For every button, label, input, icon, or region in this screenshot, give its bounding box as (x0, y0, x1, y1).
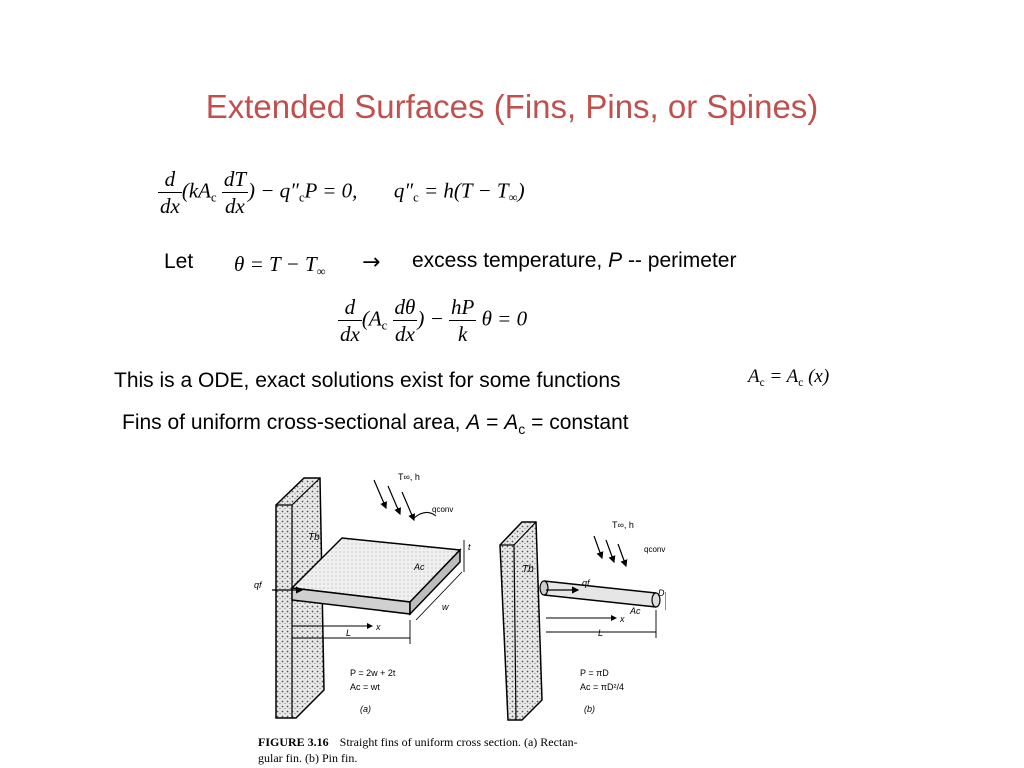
frac-den: dx (160, 194, 180, 218)
frac-den: k (458, 322, 468, 346)
desc-text: -- perimeter (622, 249, 737, 272)
subscript: c (381, 318, 388, 333)
ode-text: This is a ODE, exact solutions exist for some functions (114, 369, 621, 392)
eq-term: A (748, 366, 760, 387)
page-title: Extended Surfaces (Fins, Pins, or Spines) (205, 88, 819, 125)
fig-label: x (376, 622, 381, 632)
uniform-area-text (122, 411, 629, 437)
eq-term: θ = T − T (234, 252, 317, 276)
arrow-icon: → (362, 250, 381, 275)
fig-label: T∞, h (398, 472, 420, 482)
subscript: ∞ (508, 190, 518, 205)
excess-temperature-text (412, 249, 736, 273)
fig-label: T∞, h (612, 520, 634, 530)
theta-equation (338, 294, 527, 347)
desc-text: = constant (525, 411, 629, 434)
fig-label: Ac (630, 606, 641, 616)
frac-num: dT (223, 167, 247, 191)
fig-label: Tb (308, 532, 320, 543)
eq-term: (x) (803, 366, 830, 387)
subscript: c (518, 421, 526, 438)
fig-label: L (346, 628, 352, 638)
fig-label: Ac (414, 562, 425, 572)
caption-text-line2: gular fin. (b) Pin fin. (258, 751, 358, 765)
frac-num: d (338, 294, 362, 321)
rectangular-fin-diagram (254, 472, 471, 718)
frac-num: dθ (394, 295, 416, 319)
fig-label: L (598, 628, 604, 638)
figure-caption (258, 735, 578, 749)
desc-text: excess temperature, (412, 249, 609, 272)
fig-label: qf (582, 578, 590, 588)
eq-term: ) − (417, 306, 444, 331)
frac-den: dx (225, 194, 245, 218)
frac-den: dx (340, 322, 360, 346)
eq-term: = h(T − T (424, 178, 509, 203)
subscript: c (413, 190, 419, 205)
area-symbol: A (504, 411, 519, 434)
theta-definition (234, 252, 326, 279)
pin-fin-diagram (500, 520, 666, 720)
eq-term: q″ (393, 178, 414, 203)
fig-label: Tb (522, 564, 534, 575)
eq-term: (kA (181, 178, 211, 203)
eq-term: θ = 0 (481, 306, 528, 331)
caption-text: Straight fins of uniform cross section. (a) Rectan- (339, 735, 578, 749)
frac-num: d (158, 166, 182, 193)
perimeter-symbol: P (608, 249, 623, 272)
caption-number: FIGURE 3.16 (258, 735, 329, 749)
subscript: ∞ (316, 264, 326, 279)
subscript: c (298, 190, 305, 205)
desc-text: Fins of uniform cross-sectional area, (122, 411, 467, 434)
fin-figure (246, 450, 666, 768)
fig-label: qconv (644, 545, 666, 554)
fig-label: D (658, 588, 665, 598)
fin-equation (158, 166, 525, 219)
subscript: c (759, 376, 765, 389)
desc-text: = (480, 411, 505, 434)
fig-label: qconv (432, 505, 454, 514)
eq-term: ) − q″ (248, 178, 299, 203)
eq-term: = A (764, 366, 799, 387)
subscript: c (210, 190, 217, 205)
eq-term: (A (361, 306, 382, 331)
area-symbol: A (466, 411, 481, 434)
fig-label: w (442, 602, 449, 612)
fig-label: t (468, 542, 471, 552)
eq-term: ) (517, 178, 525, 203)
fig-label: Ac = wt (350, 682, 380, 692)
fig-label: (a) (360, 704, 371, 714)
fig-label: (b) (584, 704, 595, 714)
fig-label: Ac = πD²/4 (580, 682, 624, 692)
frac-num: hP (451, 295, 475, 319)
fig-label: qf (254, 580, 262, 590)
eq-term: P = 0, (304, 178, 358, 203)
fig-label: P = πD (580, 668, 609, 678)
let-label: Let (164, 250, 194, 273)
fig-label: x (620, 614, 625, 624)
frac-den: dx (395, 322, 415, 346)
fig-label: P = 2w + 2t (350, 668, 396, 678)
subscript: c (798, 376, 804, 389)
area-function (748, 366, 829, 389)
